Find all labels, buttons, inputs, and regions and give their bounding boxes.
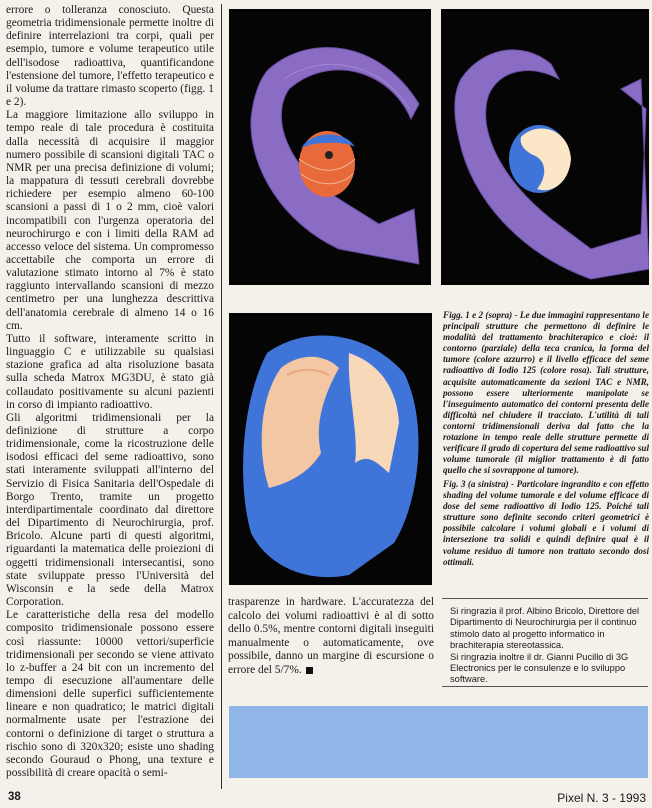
acknowledgements: [450, 606, 646, 686]
middle-column-text: [228, 596, 434, 678]
ack-paragraph: Si ringrazia il prof. Albino Bricolo, Direttore del Dipartimento di Neurochirurgia per il continuo stimolo dato al progetto informatico in brachiterapia stereotassica.: [450, 606, 640, 651]
figure-2-svg: [441, 9, 649, 285]
caption-text: Le due immagini rappresentano le principali strutture che permettono di definire le modalità del trattamento brachiterapico e cioè: il contorno (parziale) della teca cranica, la forma del tumore (colore azzurro) e il livello efficace del seme radioattivo di Iodio 125 (colore rosa). Tali strutture, acquisite automaticamente da sezioni TAC e NMR, possono essere ulteriormente manipolate se l'inseguimento automatico dei contorni presenta delle difficoltà nel chiudere il tracciato. L'utilità di tali contorni tridimensionali deriva dal fatto che la rotazione in tempo reale delle strutture permette di verificare il grado di copertura del seme radioattivo sul volume tumorale (il miglior trattamento è di fatto quello che si sovrappone al tumore).: [443, 310, 649, 476]
caption-figure-3: [443, 479, 649, 568]
figure-1-render: [229, 9, 431, 285]
divider: [442, 686, 648, 687]
divider: [442, 598, 648, 599]
paragraph: trasparenze in hardware. L'accuratezza del calcolo dei volumi radioattivi è al di sotto dello 0.5%, mentre contorni digitali inseguiti manualmente o automaticamente, ove possibile, danno un margine di escursione o errore del 5/7%.: [228, 596, 434, 676]
paragraph: Tutto il software, interamente scritto in linguaggio C e utilizzabile su qualsiasi stazione grafica ad alta risoluzione basata sulla scheda Matrox MG3DU, è stato già collaudato positivamente su alcuni pazienti in corso di impianto radioattivo.: [6, 332, 214, 411]
figure-3-render: [229, 313, 432, 585]
figure-3-svg: [229, 313, 432, 585]
figure-1-svg: [229, 9, 431, 285]
caption-label: Fig. 3 (a sinistra) -: [443, 479, 515, 489]
caption-label: Figg. 1 e 2 (sopra) -: [443, 310, 518, 320]
paragraph: Gli algoritmi tridimensionali per la definizione di strutture a corpo tridimensionale, come la ricostruzione delle isodosi efficaci del seme radioattivo, sono stati interamente sviluppati all'interno del Servizio di Fisica Sanitaria dell'Ospedale di Borgo Trento, tramite un progetto interdipartimentale coordinato dal direttore del Dipartimento di Neurochirurgia, prof. Bricolo. Alcune parti di questi algoritmi, riguardanti la matematica delle proiezioni di oggetti tridimensionali intersecantisi, sono state sviluppate presso l'Università del Wisconsin e la sede della Matrox Corporation.: [6, 411, 214, 609]
column-divider: [221, 4, 222, 789]
figure-2-render: [441, 9, 649, 285]
left-column-text: [6, 4, 214, 790]
paragraph: Le caratteristiche della resa del modello composito tridimensionale possono essere così riassunte: 10000 vettori/superficie tridimensionali per secondo se viene attivato lo z-buffer a 24 bit con un incremento del tempo di esecuzione all'aumentare delle dimensioni delle superfici sufficientemente lineare e non quadratico; le matrici digitali normalmente usate per l'estrazione dei contorni o definizione di target o struttura a rischio sono di 320x320; esiste uno shading secondo Gouraud o Phong, una texture e possibilità di creare opacità o semi-: [6, 609, 214, 780]
page-number: 38: [8, 791, 21, 803]
ack-paragraph: Si ringrazia inoltre il dr. Gianni Pucillo di 3G Electronics per le consulenze e lo sviluppo software.: [450, 651, 629, 685]
blue-box: [229, 706, 648, 778]
magazine-footer: Pixel N. 3 - 1993: [557, 791, 646, 805]
caption-figures-1-2: [443, 310, 649, 476]
end-mark: [306, 667, 313, 674]
caption-text: Particolare ingrandito e con effetto shading del volume tumorale e del volume efficace di dose del seme radioattivo di Iodio 125. Poiché tali strutture sono definite secondo criteri geometrici è possibile calcolare i volumi globali e i volumi di intersezione tra solidi e quindi definire qual è il volume residuo di tumore non trattato secondo dosi ottimali.: [443, 479, 649, 567]
paragraph: errore o tolleranza conosciuto. Questa geometria tridimensionale permette inoltre di definire interrelazioni tra corpi, quali per esempio, tumore e volume terapeutico utile dell'isodose radioattiva, quantificandone l'estensione del tumore, l'effetto terapeutico e il volume da trattare rimasto scoperto (figg. 1 e 2).: [6, 4, 214, 109]
paragraph: La maggiore limitazione allo sviluppo in tempo reale di tale procedura è costituita dalla necessità di acquisire il maggior numero possibile di scansioni digitali TAC o NMR per una precisa definizione di volumi; la mappatura di tessuti cerebrali dovrebbe richiedere per esempio almeno 60-100 scansioni a passi di 1 o 2 mm, cioè valori incompatibili con l'urgenza operatoria del neurochirurgo e con i limiti della RAM ad accesso veloce del sistema. Un compromesso accettabile che comporta un errore di valutazione stimato intorno al 7% è stato raggiunto intervallando scansioni di mezzo centimetro per una lunghezza descrittiva dell'anatomia cerebrale di almeno 14 o 16 cm.: [6, 109, 214, 332]
